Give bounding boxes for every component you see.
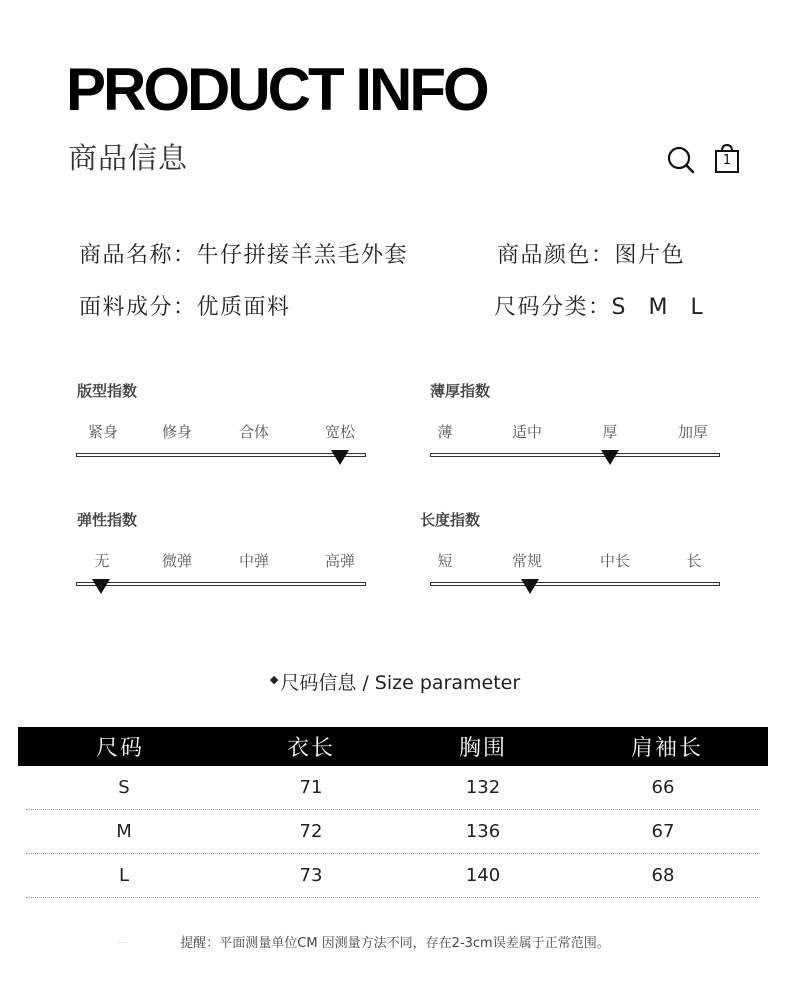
fit-index-track: [76, 453, 366, 457]
elasticity-index-option: 微弹: [161, 552, 193, 570]
size-section-title: 尺码信息 / Size parameter: [280, 672, 521, 694]
length-index-option-selected: 常规: [511, 552, 543, 570]
note-dots: …: [118, 936, 126, 945]
table-row: [26, 766, 760, 810]
info-value: 牛仔拼接羊羔毛外套: [196, 243, 409, 268]
fit-index-option: 修身: [161, 423, 193, 441]
info-label: 尺码分类: [494, 295, 589, 320]
length-index-marker-icon: [521, 579, 539, 594]
colon: ：: [173, 295, 197, 320]
fit-index-option-selected: 宽松: [324, 423, 356, 441]
info-fabric: [79, 290, 291, 321]
table-cell: L: [118, 865, 130, 886]
table-cell: 68: [651, 865, 675, 886]
diamond-icon: ◆: [269, 673, 279, 686]
info-product-name: [79, 238, 408, 269]
column-header: 肩袖长: [630, 736, 703, 761]
colon: ：: [173, 243, 197, 268]
thickness-index-option-selected: 厚: [602, 423, 618, 441]
thickness-index-option: 适中: [511, 423, 543, 441]
thickness-index-title: 薄厚指数: [430, 382, 491, 400]
thickness-index-marker-icon: [601, 450, 619, 465]
fit-index-option: 合体: [238, 423, 270, 441]
fit-index-marker-icon: [331, 450, 349, 465]
size-table: [18, 727, 768, 898]
info-label: 商品名称: [79, 243, 174, 268]
elasticity-index-track: [76, 582, 366, 586]
page-title: PRODUCT INFO: [66, 56, 487, 123]
thickness-index-option: 薄: [437, 423, 453, 441]
page-subtitle: 商品信息: [68, 141, 189, 175]
table-cell: 73: [299, 865, 323, 886]
column-header: 尺码: [95, 736, 144, 761]
bag-count: 1: [722, 153, 732, 168]
fit-index-option: 紧身: [87, 423, 119, 441]
table-cell: 72: [299, 821, 323, 842]
length-index-track: [430, 582, 720, 586]
elasticity-index-title: 弹性指数: [77, 511, 138, 529]
table-cell: 132: [465, 777, 501, 798]
thickness-index-option: 加厚: [677, 423, 709, 441]
info-sizes: [494, 290, 711, 321]
elasticity-index-option-selected: 无: [94, 552, 110, 570]
search-icon[interactable]: [666, 145, 696, 175]
column-header: 胸围: [458, 736, 507, 761]
colon: ：: [591, 243, 615, 268]
table-cell: M: [116, 821, 132, 842]
info-value: 优质面料: [196, 295, 291, 320]
shopping-bag-icon[interactable]: [712, 143, 742, 175]
info-label: 面料成分: [79, 295, 174, 320]
info-label: 商品颜色: [497, 243, 592, 268]
size-section-heading: [0, 668, 790, 695]
length-index-option: 中长: [599, 552, 631, 570]
info-value: S M L: [611, 295, 711, 320]
table-cell: 67: [651, 821, 675, 842]
table-cell: 71: [299, 777, 323, 798]
column-header: 衣长: [286, 736, 335, 761]
elasticity-index-marker-icon: [92, 579, 110, 594]
length-index-title: 长度指数: [420, 511, 481, 529]
thickness-index-track: [430, 453, 720, 457]
elasticity-index-option: 中弹: [238, 552, 270, 570]
table-cell: 136: [465, 821, 501, 842]
fit-index-title: 版型指数: [77, 382, 138, 400]
length-index-option: 短: [437, 552, 453, 570]
elasticity-index-option: 高弹: [324, 552, 356, 570]
info-value: 图片色: [614, 243, 686, 268]
length-index-option: 长: [686, 552, 702, 570]
table-header: [18, 727, 768, 766]
colon: ：: [588, 295, 612, 320]
measurement-note: 提醒：平面测量单位CM 因测量方法不同，存在2-3cm误差属于正常范围。: [180, 936, 610, 951]
table-cell: 66: [651, 777, 675, 798]
table-row: [26, 854, 760, 898]
table-row: [26, 810, 760, 854]
info-product-color: [497, 238, 685, 269]
table-cell: 140: [465, 865, 501, 886]
table-cell: S: [118, 777, 130, 798]
